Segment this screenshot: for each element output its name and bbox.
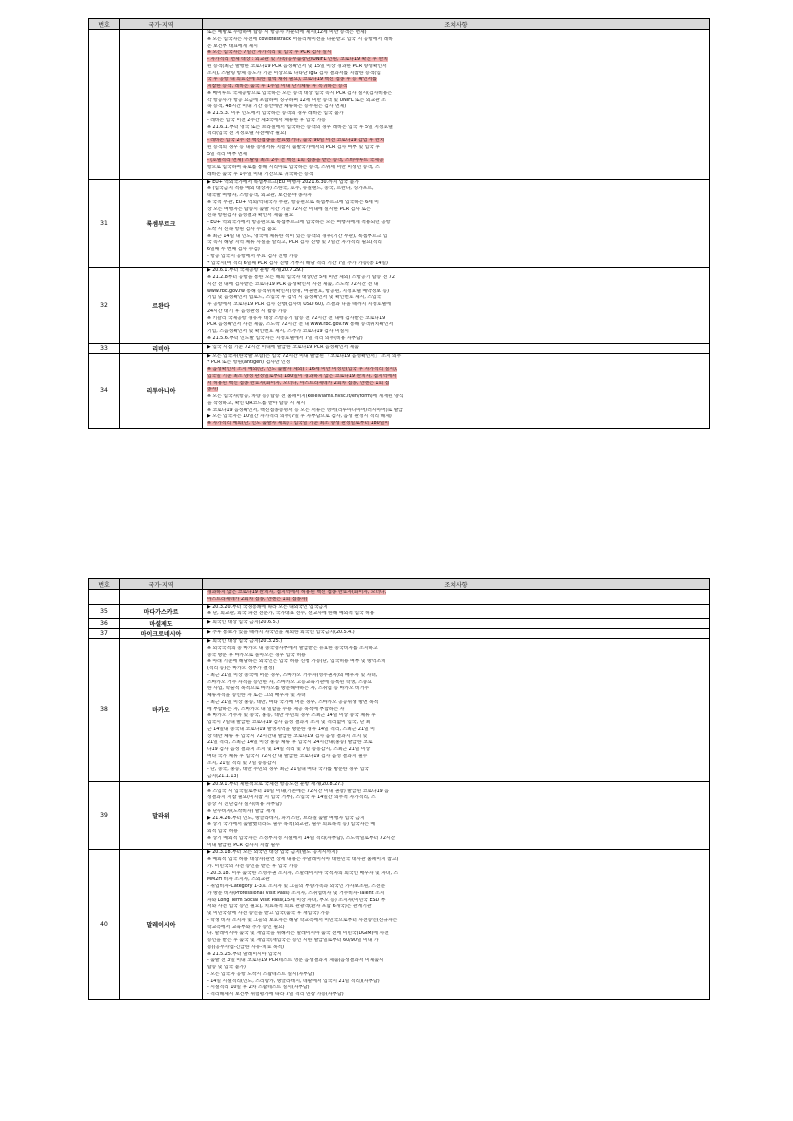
measure-line: ※ 스입국 시 입국일로부터 10일 이내(기존에는 72시간 이내 권장) 발급된 코로나19 음 <box>207 788 389 794</box>
measure-line: 자와 Long Term Social Visit Pass(15세 이상 자녀, 부모 등) 소지자(이민국 ESD 부 <box>207 897 386 903</box>
table-row <box>89 781 710 850</box>
measure-line <box>207 138 706 145</box>
measure-line: - 모든 입국자 공항 도착시 스왑테스트 실시(자부담) <box>207 971 315 977</box>
measures-cell <box>203 781 710 850</box>
measure-line: - 단, 중국, 홍콩, 대만 주민의 경우 최근 21일내 여타 국가를 방문한 경우 입국 <box>207 767 369 773</box>
header-content: 조치사항 <box>203 579 710 590</box>
measure-line <box>207 77 706 84</box>
measure-line: ▶ 21.4.26.부터 인도, 방글라데시, 파키스탄, 브라질 출발 여행자 입국 금지 <box>207 815 365 821</box>
measure-line: 신속 항원검사 음성결과 확인서 제출 필요 <box>207 213 294 219</box>
measure-line: ※ 외국국적의 중 마카오 내 중국영사부에서 발급받은 유효한 중국비자를 소지하고 <box>207 645 378 651</box>
measure-line: ※ 아래 기준에 해당하는 외국인은 입국 허용 신청 가능(단, 입국허용 여부 및 방역조치 <box>207 659 386 665</box>
measure-line <box>207 158 706 165</box>
measure-line: ▶ 모든 입국자는 10일간 자가격리 의무(7일 후 자부담으로 검사, 음성 판정시 격리 해제) <box>207 414 392 420</box>
row-number: 35 <box>89 604 120 619</box>
row-number: 34 <box>89 353 120 428</box>
highlighted-text: 종자) <box>207 387 219 393</box>
measure-line: 여타 국가 체류 후 입국시 72시간 내 발급한 코로나19 검사 음성 결과지 필수 <box>207 753 368 759</box>
measure-line: 탑승 및 입국 불가) <box>207 965 246 970</box>
measure-line: 서와 사전 입국 승인 필요), 치료목적 의료 관광객(환자 포함 6개국)은 관계기관 <box>207 904 372 910</box>
measure-line: 성결과지 지참 필요(미지참 시 입국 거부), 스입국 후 14일간 의무적 자가격리, 스 <box>207 795 376 801</box>
measure-line: ※ 21.5.6.부터 인도발 입국자는 지정호텔에서 7일 격리 의무(비용 자부담) <box>207 335 363 341</box>
measure-line: 6일째 두 번째 검사 수검) <box>207 247 260 252</box>
highlighted-text: 경과하지 않은 코로나19 완치자, 접지역에서 허용된 백신 접종 완료자(화이자, 모더나, <box>207 590 387 595</box>
measure-line: www.rbc.gov.rw 통해 승객위치확인서(성명, 여권번호, 항공편, 지정호텔 예약정보 등) <box>207 288 390 294</box>
country-name: 리투아니아 <box>120 353 203 428</box>
measures-table-1 <box>88 18 710 429</box>
measure-line: ※ 21.6.1.부터 영국 또는 브라질에서 입국하는 승객의 경우 레바논 입국 후 5일 지정호텔 <box>207 124 393 130</box>
measure-line: - 20.3.18. 이후 출국한 스영주권 소지자, 스말레이시아 국적자의 외국인 배우자 및 자녀, 스 <box>207 870 399 876</box>
measure-line: (격리 등)는 마카오 정부가 결정) <box>207 666 275 671</box>
measure-line: 소지, 21일 격리 및 7일 능동감시 <box>207 760 277 766</box>
measure-line: ※ 단, 외교관, 외국 파견 전문가, 국가대표 선수, 선교사에 한해 예외적 입국 허용 <box>207 611 375 617</box>
measure-line: ※ 최근 14일 내 인도, 영국에 체류한 적이 있는 승객의 경우(기간 무관), 룩셈부르크 입 <box>207 233 388 239</box>
measure-line <box>207 374 706 381</box>
country-name: 마셜제도 <box>120 619 203 629</box>
measure-line: 기입, 스음성확인서 및 확인번호 제시, 스추가 코로나19 검사 미실시 <box>207 329 349 334</box>
table-row <box>89 604 710 619</box>
header-country: 국가·지역 <box>120 19 203 30</box>
highlighted-text: 지참한 승객, 레바논 출국 후 1주일 이내 단기체류 후 복귀하는 승객 <box>207 84 348 89</box>
measure-line <box>207 590 706 597</box>
table-row <box>89 353 710 428</box>
measure-line: 및 이민국장에 사전 승인을 받고 입국(출국 후 재입국) 가능 <box>207 911 330 916</box>
measure-line: 입국시 7일내 발급한 코로나19 검사 음성 결과지 소지 및 격리없이 입국, 단 최 <box>207 720 371 725</box>
measure-line: 중국 방문 후 마카오로 돌아오는 경우 입국 허용 <box>207 652 306 658</box>
measure-line: 또는 예방로 수령하여 탑승 시 항공사 카운터에 제시(12세 미만 승객은 면제) <box>207 30 367 35</box>
table-row <box>89 268 710 343</box>
measure-line: 금지(21.1.13) <box>207 774 239 779</box>
measure-line: ※ 키갈리 국제공항 경유자 대상 스항공기 탑승 전 72시간 전 내에 검사받은 코로나19 <box>207 315 386 321</box>
measures-cell <box>203 179 710 268</box>
measure-line: ※ 베이루트 국제공항으로 입국하는 모든 승객 대상 입국 즉시 PCR 검사 실시(검사비용은 <box>207 90 393 96</box>
highlighted-text: - (호텔격리 면제) 스탈링 최소 2주 전 백신 1회 접종을 받은 승객, 스바야루트 국제공 <box>207 158 384 164</box>
row-number: 39 <box>89 781 120 850</box>
row-number: 37 <box>89 629 120 639</box>
measure-line: - 격리해제시 보건부 위험평가에 따라 7일 격리 연장 가능(자부담) <box>207 992 344 997</box>
country-name <box>120 30 203 180</box>
measures-cell <box>203 619 710 629</box>
measure-line <box>207 57 706 64</box>
measure-line: ▶ 20.3.18.부터 모든 외국인 대상 입국 금지(별도 공지시까지) <box>207 850 338 856</box>
measure-line <box>207 84 706 91</box>
measure-line: 도착 시 신속 항원 검사 수검 불요 <box>207 226 277 232</box>
measure-line: ※ 마카오 거주자 및 중국, 홍콩, 대만 주민의 경우 스최근 14일 이상 중국 체류 후 <box>207 713 376 719</box>
measures-cell <box>203 268 710 343</box>
country-name: 말라위 <box>120 781 203 850</box>
measure-line: ▶ 추후 통보가 있을 때까지 자국민을 제외한 외국인 입국금지(20.5.4.) <box>207 630 355 636</box>
measure-line: 능)(공무사업-긴급한 사유-치료 목적) <box>207 944 285 950</box>
country-name: 말레이시아 <box>120 850 203 1000</box>
measure-line: 논 보건부 대표에게 제시 <box>207 43 258 49</box>
row-number: 36 <box>89 619 120 629</box>
measure-line: ▶ EU+ 역외국가에서 룩셈부르크(EU 여행자 2021.6.30.까지 입국 불가 <box>207 179 359 185</box>
header-content: 조치사항 <box>203 19 710 30</box>
table-row <box>89 619 710 629</box>
measure-line: 가 방문 비자(Professional Visit Pass) 소지자, 스취업비자 및 거주비자-Talent 소지 <box>207 890 385 896</box>
measure-line: 태국발 여행자, 스항공객, 외교관, 보건분야 종사자 <box>207 193 312 198</box>
table-header-row <box>89 579 710 590</box>
country-name: 마이크로네시아 <box>120 629 203 639</box>
highlighted-text: ※ 음성확인서 소지 예외(단, 인도 출발자 제외) : 16세 미만 미성년(입국 후 자가격리 실시), <box>207 367 398 372</box>
measures-cell <box>203 343 710 353</box>
measure-line: 나. 말레이시아 출국 및 재입국을 위해서는 말레이시아 출국 전에 이민국(DGIM)에 사전 <box>207 931 389 937</box>
measure-line: 승인을 받은 후 출국 및 재입국(재입국은 승인 시한 발급일로부터 60/90일 이내 가 <box>207 938 379 943</box>
measure-line: 외적 입국 허용 <box>207 829 238 834</box>
measure-line: 상 모든 여행자는 탑승시 출발 시간 기준 72시간 이내에 실시한 PCR 검사 또는 <box>207 206 371 212</box>
measure-line: ▶ 입국 시점 기준 72시간 이내에 발급한 코로나19 PCR 음성확인서 제출 <box>207 344 359 350</box>
row-number: 38 <box>89 639 120 782</box>
measure-line <box>207 387 706 394</box>
measure-line: ※ 예외적 입국 허용 대상자(관련 상세 내용은 주말레이시아 대한민국 대사관 홈페이지 참고) <box>207 857 399 862</box>
country-name: 마다가스카르 <box>120 604 203 619</box>
header-no: 번호 <box>89 19 120 30</box>
measure-line: 스마카오 거주 자격을 승인한 자, 스마카오 고등교육기관에 등록된 학생, 스중요 <box>207 679 373 685</box>
measure-line: ※ 단수비자(도착비자) 발급 재개 <box>207 808 275 814</box>
measure-line: 레바논 출국 후 1주일 이내 기간으로 귀국하는 승객 <box>207 171 314 177</box>
table-row <box>89 639 710 782</box>
table-row <box>89 343 710 353</box>
measure-line: - 14일 시설격리(인도, 스리랑카, 방글라데시, 네팔에서 입국시 21일 격리)(자부담) <box>207 978 380 984</box>
highlighted-text: - 레바논 입국 2주 전 백신접종을 완료했거나, 출국 90일 이전 코로나19 감염 후 완치 <box>207 138 385 143</box>
measure-line: 된 승객의 경우 등 내용 증명서류 지참시 출발국가에서의 PCR 검사 여부 및 입국 후 <box>207 144 381 150</box>
measure-line: 한 사업, 학술적 목적으로 마카오를 방문해야하는 자, 스취업 등 마카오 비거주 <box>207 686 369 692</box>
measures-cell <box>203 629 710 639</box>
measure-line: 격리(입국 전 지정호텔 사전예약 필요) <box>207 131 287 137</box>
country-name: 룩셈부르크 <box>120 179 203 268</box>
measures-cell <box>203 590 710 605</box>
measure-line: ※ 코로나19 음성확인서, 백신접종증명서 등 모든 서류는 영어(리투아니아어/러시아어)로 발급 <box>207 407 404 413</box>
measure-line: 을 작성하고, 확인 QR코드를 받아 탑승 시 제시 <box>207 400 306 406</box>
highlighted-text: 입국일 기준 최소 양성 판정일로부터 180일이 경과하지 않은 코로나19 완치자, 접지역에서 <box>207 373 397 379</box>
measures-cell <box>203 30 710 180</box>
measure-line: - 최근 21일 이상 홍콩, 대만, 여타 국가에 머문 경우, 스마카오 공공위생 방면 목적 <box>207 699 379 705</box>
highlighted-text: 서 허용된 백신 접종 완료자(화이자, 모더나, 아스트라제네카 2회차 접종, 얀센은 1회 접 <box>207 380 390 386</box>
measure-line: ▶ 20.6.1.부터 국제공항 운항 재개(20.7.29.) <box>207 268 304 274</box>
measure-line: 항으로 입국하여 육로를 통해 시리아로 입국하는 승객, 스위세 미만 미성년 승객, 스 <box>207 165 380 170</box>
measure-line: 근 14일내 중국내 코로나19 발생지역을 방문한 경우 14일 격리, 스최근 21일 이 <box>207 726 375 732</box>
country-name: 리비아 <box>120 343 203 353</box>
measure-line: ※ 21.2.8부터 공항을 통한 모든 해외 입국자 대상(만 5세 미만 제외) 스항공기 탑승 전 72 <box>207 275 395 280</box>
measure-line: 이내 발급된 PCR 검사지 지참 필수 <box>207 842 280 848</box>
row-number: 31 <box>89 179 120 268</box>
row-number: 32 <box>89 268 120 343</box>
measure-line: 소지), 스탈링 항체 농도가 기준 이상으로 나타난 IgG 검사 결과서를 지참한 승객(입 <box>207 70 381 76</box>
measure-line: ※ 모든 입국자(항공, 차량 등) 탑승 전 홈페이지(keleiviams.nvsc.lt/en/form)에 게재된 양식 <box>207 394 404 399</box>
measure-line: 가. 이민국의 사전 승인을 받은 후 입국 가능 <box>207 863 298 869</box>
measures-cell <box>203 353 710 428</box>
measure-line: ※ (입국금지 적용 예외 대상자) 스한국, 호주, 뉴질랜드, 중국, 르완다, 싱가포르, <box>207 186 374 192</box>
measures-table-2 <box>88 578 710 1000</box>
measure-line: 기입 및 음성확인서 업로드, 스입국 후 검역 시 음성확인서 및 확인번호 제시, 스입국 <box>207 295 382 301</box>
measure-line: ▶ 외국인 대상 입국 금지(20.3.25.) <box>207 639 283 644</box>
measure-line: ※ 상기 예외적 입국자는 스정부지정 시설에서 14일 격리(자부담), 스도착일로부터 72시간 <box>207 835 396 841</box>
country-name: 마카오 <box>120 639 203 782</box>
measure-line: 후 공항에서 코로나19 PCR 검사 진행(검사비 USD 60), 스결과 나올 때까지 지정호텔에 <box>207 302 391 307</box>
measure-line: - 출발 전 3일 이내 코로나19 PCR테스트 영문 음성결과지 제출(음성결과서 미제출시 <box>207 958 384 964</box>
measure-line: 속 승객, 48시간 이내 기간 동안에만 체류하는 승무원은 검사 면제) <box>207 104 347 110</box>
measure-line: MM2H 비자 소지자, 스외교관 <box>207 877 270 883</box>
measure-line: - 취업비자-Category 1-3호 소지자 및 그들의 부양가족과 외국인 가사보조원, 스전문 <box>207 884 386 889</box>
measure-line <box>207 381 706 388</box>
measure-line: 각 항공사가 항공 요금에 포함하여 징구하며 12세 미만 승객 및 UNIFL 또는 외교관 소 <box>207 97 386 103</box>
highlighted-text: - 자가격리 면제 대상 : 외교관 및 가족/공무출장단/UNIFL 인원, 코로나19 확진 후 완치 <box>207 57 388 62</box>
measure-line: 5일 격리 여부 면제 <box>207 151 248 157</box>
measure-line: 체류자격을 승인한 자 또는 그의 배우자 및 자녀 <box>207 693 306 698</box>
row-number: 40 <box>89 850 120 1000</box>
country-name: 르완다 <box>120 268 203 343</box>
measures-cell <box>203 604 710 619</box>
row-number: 33 <box>89 343 120 353</box>
measure-line <box>207 50 706 57</box>
measure-line: * 입국시(여 격리 6일째 PCR 검사 진행 거부시 해당 격리 기간 7일 추가 가능(총 14일) <box>207 260 388 266</box>
measure-line: 24시간 대기 후 음성판정 시 활동 가능 <box>207 308 288 314</box>
measure-line: 나19 검사 음성 결과지 소지 및 14일 격리 및 7일 능동감시, 스최근 21일 이상 <box>207 747 371 752</box>
measure-line: ▶ 20.9.1.부터 제한적으로 국제선 항공노선 운항 재개(20.8.27.) <box>207 781 344 787</box>
measure-line: ▶ 20.3.20.부터 국경봉쇄에 따라 모든 내외국인 입국금지 <box>207 604 328 610</box>
measure-line: - 항공 입국시 공항에서 무료 검사 진행 가능 <box>207 253 299 259</box>
measure-line: - EU+ 역외국가에서 항공편으로 룩셈부르크에 입국하는 모든 여행자에게 적용되던 공항 <box>207 220 391 225</box>
measure-line: 증상 시 진단검사 실시(비용 자부담) <box>207 802 282 807</box>
table-row <box>89 30 710 180</box>
measure-line: 시간 전 내에 검사받은 코로나19 PCR 음성확인서 사전 제출, 스도착 72시간 전 내 <box>207 281 379 287</box>
measure-line <box>207 421 706 428</box>
measures-cell <box>203 639 710 782</box>
measure-line: * PCR 또는 항원(antigen) 검사만 인정 <box>207 360 291 366</box>
measure-line: ※ 21.5.3. 이후 인도에서 입국하는 승객의 경우 레바논 입국 불가 <box>207 111 344 116</box>
highlighted-text: ※ 모든 입국자는 7일간 자가격리 및 입국 후 PCR 검사 실시 <box>207 50 332 56</box>
measure-line <box>207 367 706 374</box>
measure-line: PCR 음성확인서 사전 제출, 스도착 72시간 전 내 www.rbc.gov.rw 통해 승객위치확인서 <box>207 322 394 328</box>
measure-line: - 레바논 입국 이전 2주간 제3국에서 체류한 후 입국 가능 <box>207 117 326 123</box>
table-row <box>89 629 710 639</box>
measure-line: ※ 국적 무관, EU+ 역외/역내국가 무관, 항공편으로 룩셈부르크에 입국하는 6세 이 <box>207 199 379 205</box>
measure-line: ※ 모든 입국자는 사전에 covidtestrack 어플리케이션을 다운받고 입국 시 공항에서 레바 <box>207 36 393 42</box>
header-country: 국가·지역 <box>120 579 203 590</box>
highlighted-text: 아스트라제네카 2회차 접종, 얀센은 1회 접종자) <box>207 596 308 602</box>
table-row <box>89 590 710 605</box>
measure-line: 된 승객(최근 발행한 코로나19 PCR 음성확인서 및 15일 이상 경과한 PCR 양성확인서 <box>207 63 387 69</box>
table-row <box>89 179 710 268</box>
table-row <box>89 850 710 1000</box>
measure-line: 상 대만 체류 후 입국시 72시간내 발급한 코로나19 검사 음성 결과지 소지 및 <box>207 733 368 739</box>
measures-cell <box>203 850 710 1000</box>
document-page-2 <box>88 578 710 1000</box>
measure-line: 21일 격리, 스최근 14일 이상 홍콩 체류 후 입국시 24시간내(홍콩) 발급한 코로 <box>207 740 373 746</box>
measure-line: ▶ 외국인 대상 입국 금지(20.6.5.) <box>207 620 280 626</box>
measure-line: ※ 상기 국가에서 출발했더라도 필수 목적(외교관, 필수 의료목적 등) 입국자는 예 <box>207 822 376 828</box>
measure-line: 학교측에서 교육부와 추가 승인 필요) <box>207 924 285 930</box>
measure-line: - 학생 비자 소지자 및 그들의 보호자는 해당 학교측에서 이민국으로부터 사전승인(신규자는 <box>207 917 398 923</box>
measure-line <box>207 597 706 604</box>
country-name <box>120 590 203 605</box>
header-no: 번호 <box>89 579 120 590</box>
measure-line: ※ 21.5.25.부터 말레이시아 입국시 <box>207 951 282 957</box>
row-number <box>89 30 120 180</box>
measure-line: 에 부합하는 자, 스마카오 내 일할을 수용 제공 목적에 부합하는 자 <box>207 706 345 712</box>
highlighted-text: 국 후 공항 내 의료진에 의한 혈액 채취 필요), 코로나19 백신 접종 후 등 확인서를 <box>207 77 377 83</box>
row-number <box>89 590 120 605</box>
measure-line: ▶ 모든 입국자(한국발 포함)는 입국 72시간 이내 발급된 「코로나19 음성확인서」 소지 의무 <box>207 353 402 359</box>
measure-line: - 최근 21일 이상 중국에 머문 경우, 스마카오 거주자(영주권자)의 배우자 및 자녀, <box>207 672 378 678</box>
measure-line: 국 즉시 해당 지역 체류 사실을 알리고, PCR 검사 진행 및 7일간 자가격리 필요(격리 <box>207 240 382 246</box>
table-header-row <box>89 19 710 30</box>
highlighted-text: ※ 자가격리 예외(단, 인도 출발자 제외) : 입국일 기준 최소 양성 판정일로부터 180일이 <box>207 421 390 426</box>
document-page-1 <box>88 18 710 429</box>
measure-line: - 시설격리 10일 후 2차 스왑테스트 실시(자부담) <box>207 985 310 991</box>
